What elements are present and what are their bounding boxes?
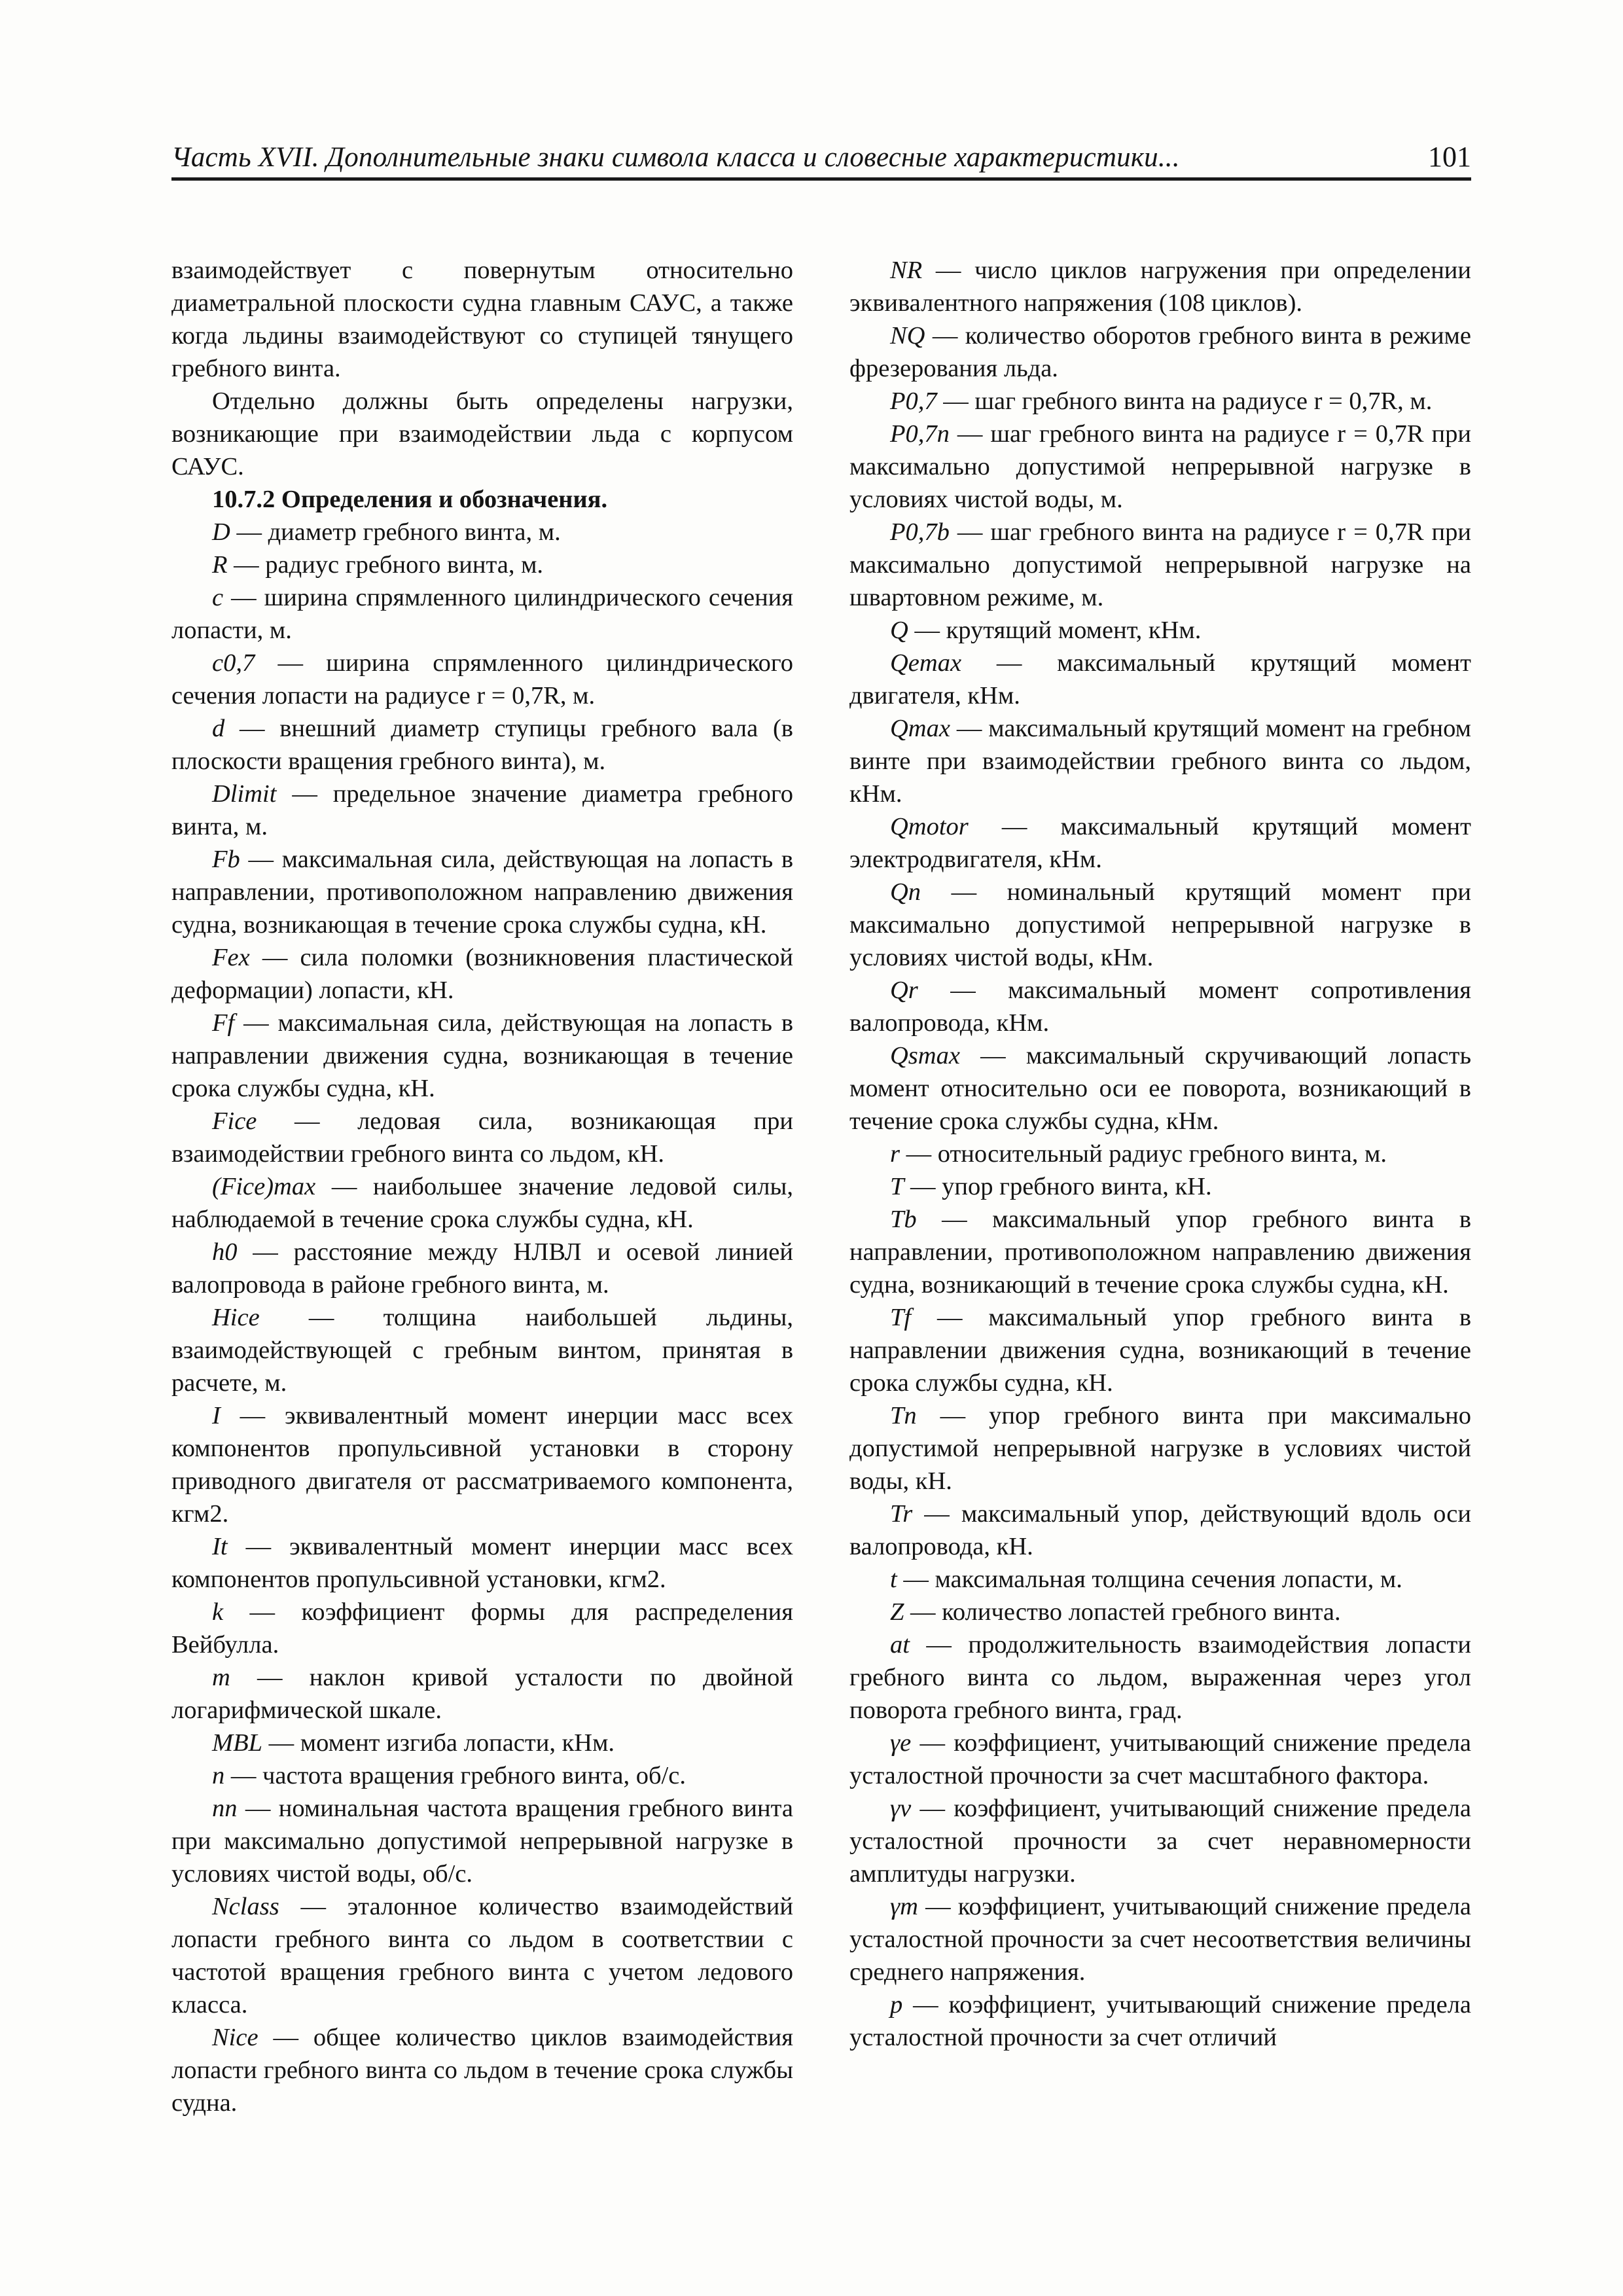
symbol: I — [212, 1402, 221, 1429]
definition-text: — коэффициент формы для распределения Вейбулла. — [171, 1598, 793, 1659]
body-paragraph — [171, 385, 793, 483]
definition-text: — шаг гребного винта на радиусе r = 0,7R, м. — [936, 387, 1433, 415]
definition-paragraph — [849, 1628, 1471, 1727]
definition-paragraph — [849, 1399, 1471, 1498]
page-number: 101 — [1428, 141, 1471, 173]
definition-paragraph — [849, 385, 1471, 418]
definition-text: — максимальный скручивающий лопасть момент относительно оси ее поворота, возникающий в течение срока службы судна, кНм. — [849, 1042, 1471, 1135]
symbol: Qsmax — [890, 1042, 960, 1069]
definition-paragraph — [849, 974, 1471, 1039]
symbol: Fex — [212, 944, 250, 971]
definition-text: — коэффициент, учитывающий снижение предела усталостной прочности за счет масштабного фактора. — [849, 1729, 1471, 1789]
symbol: P0,7 — [890, 387, 937, 415]
symbol: γm — [890, 1893, 918, 1920]
definition-paragraph — [849, 876, 1471, 974]
symbol: R — [212, 551, 228, 579]
definition-paragraph — [171, 2021, 793, 2119]
definition-text: — коэффициент, учитывающий снижение предела усталостной прочности за счет несоответствия величины среднего напряжения. — [849, 1893, 1471, 1986]
definition-text: — ширина спрямленного цилиндрического сечения лопасти, м. — [171, 584, 793, 644]
definition-text: — радиус гребного винта, м. — [227, 551, 544, 579]
definition-paragraph — [171, 548, 793, 581]
definition-text: — относительный радиус гребного винта, м. — [899, 1140, 1387, 1168]
symbol: Dlimit — [212, 780, 277, 808]
definition-paragraph — [849, 614, 1471, 647]
definition-text: — число циклов нагружения при определении эквивалентного напряжения (108 циклов). — [849, 257, 1471, 317]
definition-text: — максимальный упор, действующий вдоль оси валопровода, кН. — [849, 1500, 1471, 1560]
definition-text: — количество лопастей гребного винта. — [904, 1598, 1341, 1626]
header-title: Часть XVII. Дополнительные знаки символа класса и словесные характеристики... — [171, 142, 1180, 173]
definition-text: — упор гребного винта при максимально допустимой непрерывной нагрузке в условиях чистой воды, кН. — [849, 1402, 1471, 1495]
definition-text: — толщина наибольшей льдины, взаимодействующей с гребным винтом, принятая в расчете, м. — [171, 1304, 793, 1397]
definition-text: — максимальный крутящий момент электродвигателя, кНм. — [849, 813, 1471, 873]
definition-paragraph — [171, 1170, 793, 1236]
definition-paragraph — [849, 319, 1471, 385]
definition-text: — шаг гребного винта на радиусе r = 0,7R при максимально допустимой непрерывной нагрузке в условиях чистой воды, м. — [849, 420, 1472, 513]
symbol: р — [890, 1991, 903, 2018]
definition-paragraph — [849, 810, 1471, 876]
symbol: Z — [890, 1598, 904, 1626]
symbol: nn — [212, 1795, 238, 1822]
definition-text: — ширина спрямленного цилиндрического сечения лопасти на радиусе r = 0,7R, м. — [171, 649, 793, 709]
definition-paragraph — [171, 1236, 793, 1301]
definition-text: 10.7.2 Определения и обозначения. — [212, 486, 608, 513]
definition-paragraph — [849, 1596, 1471, 1628]
definition-text: — максимальный крутящий момент двигателя, кНм. — [849, 649, 1471, 709]
symbol: c — [212, 584, 224, 611]
symbol: n — [212, 1762, 225, 1789]
definition-text: — максимальный момент сопротивления валопровода, кНм. — [849, 977, 1471, 1037]
definition-paragraph — [171, 1399, 793, 1530]
definition-paragraph — [849, 1988, 1471, 2054]
symbol: k — [212, 1598, 224, 1626]
definition-text: взаимодействует с повернутым относительно диаметральной плоскости судна главным САУС, а также когда льдины взаимодействуют со ступицей тянущего гребного винта. — [171, 257, 793, 382]
symbol: d — [212, 715, 225, 742]
symbol: Fice — [212, 1107, 257, 1135]
definition-paragraph — [171, 1596, 793, 1661]
definition-text: — максимальная толщина сечения лопасти, м. — [897, 1566, 1402, 1593]
definition-text: Отдельно должны быть определены нагрузки, возникающие при взаимодействии льда с корпусом САУС. — [171, 387, 793, 480]
definition-paragraph — [171, 1759, 793, 1792]
symbol: r — [890, 1140, 900, 1168]
symbol: Ff — [212, 1009, 235, 1037]
symbol: Nclass — [212, 1893, 279, 1920]
symbol: γv — [890, 1795, 912, 1822]
definition-paragraph — [849, 712, 1471, 810]
definition-text: — эквивалентный момент инерции масс всех компонентов пропульсивной установки в сторону приводного двигателя от рассматриваемого компонента, кгм2. — [171, 1402, 793, 1528]
definition-text: — расстояние между НЛВЛ и осевой линией валопровода в районе гребного винта, м. — [171, 1238, 793, 1299]
definition-paragraph — [171, 1792, 793, 1890]
symbol: Fb — [212, 846, 240, 873]
definition-text: — диаметр гребного винта, м. — [230, 518, 561, 546]
symbol: NQ — [890, 322, 925, 350]
definition-paragraph — [849, 516, 1471, 614]
definition-paragraph — [171, 712, 793, 778]
definition-text: — крутящий момент, кНм. — [908, 617, 1202, 644]
definition-text: — шаг гребного винта на радиусе r = 0,7R при максимально допустимой непрерывной нагрузке на швартовном режиме, м. — [849, 518, 1472, 611]
symbol: MBL — [212, 1729, 262, 1757]
symbol: Qr — [890, 977, 918, 1004]
definition-paragraph — [849, 1498, 1471, 1563]
symbol: Qemax — [890, 649, 962, 677]
definition-text: — сила поломки (возникновения пластической деформации) лопасти, кН. — [171, 944, 793, 1004]
symbol: D — [212, 518, 230, 546]
definition-text: — максимальный упор гребного винта в направлении движения судна, возникающий в течение срока службы судна, кН. — [849, 1304, 1471, 1397]
symbol: Q — [890, 617, 908, 644]
symbol: T — [890, 1173, 904, 1200]
definition-text: — частота вращения гребного винта, об/с. — [224, 1762, 686, 1789]
definition-paragraph — [171, 778, 793, 843]
definition-paragraph — [171, 941, 793, 1007]
definition-text: — внешний диаметр ступицы гребного вала (в плоскости вращения гребного винта), м. — [171, 715, 793, 775]
body-paragraph — [171, 254, 793, 385]
definition-text: — эквивалентный момент инерции масс всех компонентов пропульсивной установки, кгм2. — [171, 1533, 793, 1593]
definition-paragraph — [171, 1661, 793, 1727]
definition-paragraph — [849, 1563, 1471, 1596]
symbol: Qmax — [890, 715, 950, 742]
running-header — [171, 139, 1471, 181]
definition-text: — номинальный крутящий момент при максимально допустимой непрерывной нагрузке в условиях чистой воды, кНм. — [849, 878, 1471, 971]
definition-text: — упор гребного винта, кН. — [904, 1173, 1212, 1200]
definition-paragraph — [171, 516, 793, 548]
symbol: P0,7n — [890, 420, 950, 448]
definition-paragraph — [849, 1727, 1471, 1792]
definition-paragraph — [171, 1727, 793, 1759]
definition-text: — коэффициент, учитывающий снижение предела усталостной прочности за счет неравномерности амплитуды нагрузки. — [849, 1795, 1471, 1888]
definition-paragraph — [849, 1890, 1471, 1988]
symbol: NR — [890, 257, 923, 284]
symbol: (Fice)max — [212, 1173, 316, 1200]
definition-text: — максимальный крутящий момент на гребном винте при взаимодействии гребного винта со льдом, кНм. — [849, 715, 1471, 808]
definition-paragraph — [849, 418, 1471, 516]
definition-text: — максимальный упор гребного винта в направлении, противоположном направлению движения судна, возникающий в течение срока службы судна, кН. — [849, 1206, 1471, 1299]
definition-paragraph — [849, 254, 1471, 319]
definition-text: — предельное значение диаметра гребного винта, м. — [171, 780, 793, 840]
symbol: P0,7b — [890, 518, 950, 546]
definition-paragraph — [171, 1007, 793, 1105]
symbol: Tb — [890, 1206, 917, 1233]
definition-text: — наибольшее значение ледовой силы, наблюдаемой в течение срока службы судна, кН. — [171, 1173, 793, 1233]
definition-text: — максимальная сила, действующая на лопасть в направлении, противоположном направлению движения судна, возникающая в течение срока службы судна, кН. — [171, 846, 793, 939]
symbol: at — [890, 1631, 910, 1659]
definition-paragraph — [171, 1301, 793, 1399]
symbol: Tf — [890, 1304, 912, 1331]
symbol: It — [212, 1533, 228, 1560]
definition-text: — ледовая сила, возникающая при взаимодействии гребного винта со льдом, кН. — [171, 1107, 793, 1168]
definition-paragraph — [849, 1301, 1471, 1399]
definition-paragraph — [849, 1039, 1471, 1138]
definition-paragraph — [171, 581, 793, 647]
symbol: Tr — [890, 1500, 913, 1528]
definition-text: — продолжительность взаимодействия лопасти гребного винта со льдом, выраженная через угол поворота гребного винта, град. — [849, 1631, 1471, 1724]
symbol: m — [212, 1664, 230, 1691]
symbol: γe — [890, 1729, 912, 1757]
definition-text: — коэффициент, учитывающий снижение предела усталостной прочности за счет отличий — [849, 1991, 1471, 2051]
definition-paragraph — [171, 843, 793, 941]
definition-text: — общее количество циклов взаимодействия лопасти гребного винта со льдом в течение срока службы судна. — [171, 2024, 793, 2117]
definition-paragraph — [849, 1203, 1471, 1301]
body-paragraph — [171, 483, 793, 516]
symbol: Qmotor — [890, 813, 969, 840]
symbol: Tn — [890, 1402, 917, 1429]
definition-text: — максимальная сила, действующая на лопасть в направлении движения судна, возникающая в течение срока службы судна, кН. — [171, 1009, 793, 1102]
definition-paragraph — [171, 1105, 793, 1170]
right-column — [849, 254, 1471, 2054]
definition-paragraph — [171, 1890, 793, 2021]
definition-text: — количество оборотов гребного винта в режиме фрезерования льда. — [849, 322, 1471, 382]
definition-text: — номинальная частота вращения гребного винта при максимально допустимой непрерывной нагрузке в условиях чистой воды, об/с. — [171, 1795, 793, 1888]
definition-text: — наклон кривой усталости по двойной логарифмической шкале. — [171, 1664, 793, 1724]
symbol: c0,7 — [212, 649, 255, 677]
definition-paragraph — [849, 1792, 1471, 1890]
definition-paragraph — [849, 1138, 1471, 1170]
definition-paragraph — [849, 647, 1471, 712]
definition-text: — эталонное количество взаимодействий лопасти гребного винта со льдом в соответствии с частотой вращения гребного винта с учетом ледового класса. — [171, 1893, 793, 2018]
definition-paragraph — [849, 1170, 1471, 1203]
definition-text: — момент изгиба лопасти, кНм. — [262, 1729, 615, 1757]
symbol: Hice — [212, 1304, 260, 1331]
symbol: Nice — [212, 2024, 259, 2051]
symbol: Qn — [890, 878, 921, 906]
left-column — [171, 254, 793, 2119]
symbol: t — [890, 1566, 897, 1593]
definition-paragraph — [171, 647, 793, 712]
symbol: h0 — [212, 1238, 238, 1266]
definition-paragraph — [171, 1530, 793, 1596]
